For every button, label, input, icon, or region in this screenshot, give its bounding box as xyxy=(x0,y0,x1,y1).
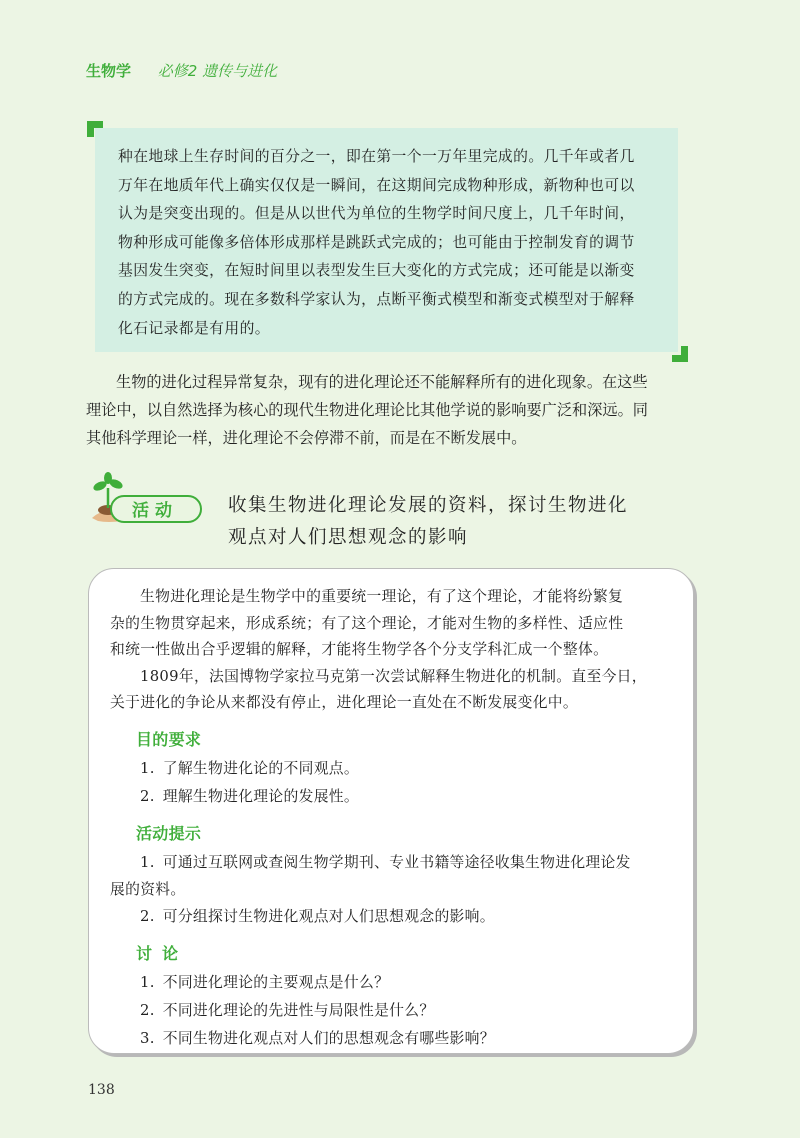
header-book-title: 必修2 遗传与进化 xyxy=(157,62,278,80)
excerpt-line: 认为是突变出现的。但是从以世代为单位的生物学时间尺度上，几千年时间， xyxy=(118,205,635,223)
body-paragraph xyxy=(86,368,690,452)
excerpt-line: 化石记录都是有用的。 xyxy=(118,319,270,337)
activity-card-content xyxy=(110,584,670,1053)
paragraph-line: 生物的进化过程异常复杂，现有的进化理论还不能解释所有的进化现象。在这些 xyxy=(116,373,648,391)
goal-item: 1. 了解生物进化论的不同观点。 xyxy=(140,759,359,777)
intro-line: 关于进化的争论从来都没有停止，进化理论一直处在不断发展变化中。 xyxy=(110,694,579,711)
intro-line: 杂的生物贯穿起来，形成系统；有了这个理论，才能对生物的多样性、适应性 xyxy=(110,614,624,632)
tip-item-continuation: 展的资料。 xyxy=(110,880,186,898)
discussion-section-title: 讨论 xyxy=(136,944,189,963)
activity-title-line: 观点对人们思想观念的影响 xyxy=(228,527,469,548)
activity-label: 活动 xyxy=(132,501,178,521)
question-item: 1. 不同进化理论的主要观点是什么？ xyxy=(140,974,390,991)
intro-line: 1809年，法国博物学家拉马克第一次尝试解释生物进化的机制。直至今日， xyxy=(140,667,647,685)
goal-item: 2. 理解生物进化理论的发展性。 xyxy=(140,787,359,805)
intro-line: 和统一性做出合乎逻辑的解释，才能将生物学各个分支学科汇成一个整体。 xyxy=(110,641,609,658)
intro-line: 生物进化理论是生物学中的重要统一理论，有了这个理论，才能将纷繁复 xyxy=(140,588,624,605)
excerpt-line: 物种形成可能像多倍体形成那样是跳跃式完成的；也可能由于控制发育的调节 xyxy=(118,233,635,251)
excerpt-text xyxy=(118,143,673,343)
activity-title-line: 收集生物进化理论发展的资料，探讨生物进化 xyxy=(228,495,629,516)
page-header xyxy=(86,60,277,81)
tip-item: 1. 可通过互联网或查阅生物学期刊、专业书籍等途径收集生物进化理论发 xyxy=(140,853,631,871)
excerpt-line: 基因发生突变，在短时间里以表型发生巨大变化的方式完成；还可能是以渐变 xyxy=(118,262,635,280)
paragraph-line: 理论中，以自然选择为核心的现代生物进化理论比其他学说的影响要广泛和深远。同 xyxy=(86,401,648,419)
excerpt-line: 种在地球上生存时间的百分之一，即在第一个一万年里完成的。几千年或者几 xyxy=(118,148,635,165)
goal-section-title: 目的要求 xyxy=(136,729,202,749)
excerpt-line: 的方式完成的。现在多数科学家认为，点断平衡式模型和渐变式模型对于解释 xyxy=(118,290,635,308)
activity-title xyxy=(228,490,698,554)
page-number: 138 xyxy=(88,1082,115,1098)
header-subject: 生物学 xyxy=(86,62,132,80)
question-item: 2. 不同进化理论的先进性与局限性是什么？ xyxy=(140,1002,435,1019)
paragraph-line: 其他科学理论一样，进化理论不会停滞不前，而是在不断发展中。 xyxy=(86,429,527,447)
excerpt-corner-top-left xyxy=(87,121,103,137)
tip-item: 2. 可分组探讨生物进化观点对人们思想观念的影响。 xyxy=(140,908,495,925)
activity-badge xyxy=(86,470,206,526)
excerpt-line: 万年在地质年代上确实仅仅是一瞬间，在这期间完成物种形成，新物种也可以 xyxy=(118,176,635,194)
question-item: 3. 不同生物进化观点对人们的思想观念有哪些影响？ xyxy=(140,1030,495,1047)
excerpt-corner-bottom-right xyxy=(672,346,688,362)
tips-section-title: 活动提示 xyxy=(136,823,202,843)
